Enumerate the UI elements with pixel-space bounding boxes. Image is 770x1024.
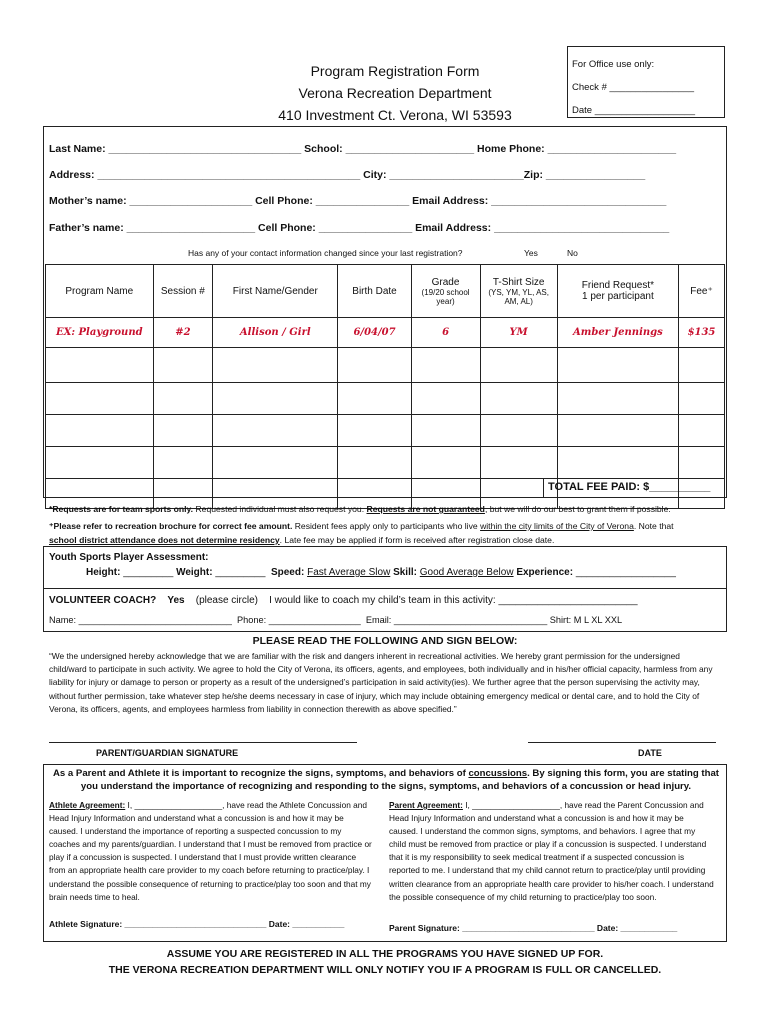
volunteer-activity-field[interactable]: _________________________ xyxy=(498,595,638,606)
city-field[interactable]: _______________________ xyxy=(389,169,524,181)
mother-cell-label: Cell Phone: xyxy=(255,195,313,207)
date-line[interactable] xyxy=(528,742,716,743)
department-name: Verona Recreation Department xyxy=(298,85,492,101)
table-cell[interactable] xyxy=(338,447,411,479)
address-field[interactable]: _____________________________________________ xyxy=(97,169,361,181)
table-cell[interactable] xyxy=(411,348,480,383)
example-first-name: Allison / Girl xyxy=(213,318,338,348)
department-address: 410 Investment Ct. Verona, WI 53593 xyxy=(278,107,512,123)
note-requests-text2: , but we will do our best to grant them if possible. xyxy=(484,504,671,514)
note-requests xyxy=(49,502,729,517)
table-cell[interactable] xyxy=(153,383,213,415)
table-row xyxy=(46,415,725,447)
footer-line-2: THE VERONA RECREATION DEPARTMENT WILL ONLY NOTIFY YOU IF A PROGRAM IS FULL OR CANCELLED. xyxy=(108,964,662,976)
experience-field[interactable]: __________________ xyxy=(575,567,676,578)
table-cell[interactable] xyxy=(213,348,338,383)
volunteer-circle-note: (please circle) xyxy=(195,595,258,606)
office-use-label: For Office use only: xyxy=(572,59,655,70)
father-name-label: Father’s name: xyxy=(49,222,124,234)
tshirt-subheader: (YS, YM, YL, AS, AM, AL) xyxy=(488,287,549,306)
address-label: Address: xyxy=(49,169,95,181)
table-cell[interactable] xyxy=(557,348,678,383)
table-cell[interactable] xyxy=(411,447,480,479)
zip-field[interactable]: _________________ xyxy=(545,169,646,181)
table-cell[interactable] xyxy=(678,415,724,447)
concussion-intro-underline: concussions xyxy=(468,768,528,779)
parent-signature-field[interactable]: Parent Signature: ____________________________ Date: ____________ xyxy=(389,923,678,933)
contact-changed-question: Has any of your contact information changed since your last registration? xyxy=(188,248,463,258)
note-requests-text: Requested individual must also request you. xyxy=(193,504,367,514)
coach-email-field[interactable]: ______________________________ xyxy=(393,615,548,625)
example-birth-date: 6/04/07 xyxy=(338,318,411,348)
contact-changed-yes[interactable]: Yes xyxy=(524,248,538,258)
assessment-title: Youth Sports Player Assessment: xyxy=(49,552,209,563)
friend-subheader: 1 per participant xyxy=(582,291,654,302)
concussion-intro xyxy=(52,767,720,793)
coach-name-field[interactable]: ______________________________ xyxy=(78,615,232,625)
friend-header: Friend Request* xyxy=(581,280,655,291)
mother-name-label: Mother’s name: xyxy=(49,195,127,207)
table-cell[interactable] xyxy=(338,383,411,415)
col-friend-request xyxy=(557,265,678,318)
table-cell[interactable] xyxy=(557,447,678,479)
school-field[interactable]: ______________________ xyxy=(345,143,475,155)
athlete-agreement-text: I, ___________________, have read the Athlete Concussion and Head Injury Information and understand what a concussion is and how it may be caused. I understand the importance of reporting a suspected concussion to my coaches and my parents/guardian. I understand that I must be removed from practice or play if a concussion is suspected. I understand that I must provide written clearance from an appropriate health care provider to my coach before returning to practice/play. I understand the possible consequence of returning to practice/play too soon and that my brain needs time to heal. xyxy=(49,800,372,902)
athlete-agreement xyxy=(49,799,374,904)
table-cell[interactable] xyxy=(678,348,724,383)
office-date-field[interactable]: Date ___________________ xyxy=(572,105,696,116)
note-fees xyxy=(49,519,729,534)
height-field[interactable]: _________ xyxy=(123,567,174,578)
concussion-intro-b: . By signing this form, you are stating that you understand the importance of recognizing and responding to the signs, symptoms, and behaviors of a concussion or head injury. xyxy=(80,768,719,792)
school-label: School: xyxy=(304,143,343,155)
coach-name-label: Name: xyxy=(49,615,77,625)
assessment-row xyxy=(86,567,676,578)
col-fee: Fee⁺ xyxy=(678,265,724,318)
volunteer-row xyxy=(49,595,638,606)
last-name-field[interactable]: _________________________________ xyxy=(108,143,302,155)
city-label: City: xyxy=(363,169,387,181)
table-cell[interactable] xyxy=(46,447,154,479)
home-phone-field[interactable]: ______________________ xyxy=(547,143,677,155)
table-cell[interactable] xyxy=(480,348,557,383)
table-cell[interactable] xyxy=(338,348,411,383)
volunteer-yes[interactable]: Yes xyxy=(167,595,185,606)
example-tshirt: YM xyxy=(480,318,557,348)
table-cell[interactable] xyxy=(153,447,213,479)
table-cell[interactable] xyxy=(411,415,480,447)
table-cell[interactable] xyxy=(557,383,678,415)
parent-agreement-heading: Parent Agreement: xyxy=(389,800,463,810)
mother-email-label: Email Address: xyxy=(412,195,489,207)
contact-row-2 xyxy=(49,169,719,181)
table-cell[interactable] xyxy=(557,415,678,447)
athlete-agreement-heading: Athlete Agreement: xyxy=(49,800,126,810)
father-cell-field[interactable]: ________________ xyxy=(318,222,413,234)
mother-name-field[interactable]: _____________________ xyxy=(129,195,253,207)
office-check-field[interactable]: Check # ________________ xyxy=(572,82,695,93)
form-title: Program Registration Form xyxy=(310,63,480,79)
table-cell[interactable] xyxy=(46,383,154,415)
footer-line-1: ASSUME YOU ARE REGISTERED IN ALL THE PROGRAMS YOU HAVE SIGNED UP FOR. xyxy=(166,948,604,960)
grade-subheader: (19/20 school year) xyxy=(421,287,470,306)
table-header-row xyxy=(46,265,725,318)
parent-agreement-text: I, ___________________, have read the Parent Concussion and Head Injury Information and understand what a concussion is and how it may be caused. I understand the common signs, symptoms, and behaviors. I agree that my child must be removed from practice or play if a concussion is suspected. I understand that it is my responsibility to seek medical treatment if a suspected concussion is reported to me. I understand that my child cannot return to practice/play until providing written clearance from an appropriate health care provider to his/her coach. I understand the possible consequence of my child returning to practice/play too soon. xyxy=(389,800,714,902)
note-requests-bold: *Requests are for team sports only. xyxy=(49,504,194,514)
volunteer-label: VOLUNTEER COACH? xyxy=(49,595,157,606)
table-cell[interactable] xyxy=(678,383,724,415)
experience-label: Experience: xyxy=(516,567,574,578)
example-fee: $135 xyxy=(678,318,724,348)
table-row xyxy=(46,348,725,383)
volunteer-text: I would like to coach my child’s team in this activity: xyxy=(269,595,496,606)
home-phone-label: Home Phone: xyxy=(477,143,545,155)
concussion-intro-a: As a Parent and Athlete it is important to recognize the signs, symptoms, and behaviors of xyxy=(52,768,469,779)
example-program: EX: Playground xyxy=(46,318,154,348)
athlete-signature-field[interactable]: Athlete Signature: ______________________________ Date: ___________ xyxy=(49,919,345,929)
col-grade xyxy=(411,265,480,318)
table-cell[interactable] xyxy=(678,447,724,479)
col-session: Session # xyxy=(153,265,213,318)
father-email-label: Email Address: xyxy=(415,222,492,234)
grade-header: Grade xyxy=(431,276,460,288)
table-cell[interactable] xyxy=(213,415,338,447)
speed-label: Speed: xyxy=(270,567,305,578)
table-cell[interactable] xyxy=(480,415,557,447)
note-residency-underline: school district attendance does not determine residency xyxy=(49,535,280,545)
note-fees-text: Resident fees apply only to participants who live xyxy=(292,521,481,531)
table-cell[interactable] xyxy=(46,415,154,447)
note-fees-bold: ⁺Please refer to recreation brochure for correct fee amount. xyxy=(49,521,293,531)
father-cell-label: Cell Phone: xyxy=(258,222,316,234)
height-label: Height: xyxy=(86,567,121,578)
father-email-field[interactable]: ______________________________ xyxy=(494,222,670,234)
table-cell[interactable] xyxy=(153,348,213,383)
example-friend: Amber Jennings xyxy=(557,318,678,348)
coach-contact-row xyxy=(49,615,622,625)
note-residency-text: . Late fee may be applied if form is received after registration close date. xyxy=(279,535,555,545)
table-row-example xyxy=(46,318,725,348)
table-cell[interactable] xyxy=(213,447,338,479)
assessment-divider xyxy=(43,588,727,589)
mother-cell-field[interactable]: ________________ xyxy=(315,195,410,207)
table-cell[interactable] xyxy=(213,383,338,415)
date-label: DATE xyxy=(638,748,662,758)
skill-label: Skill: xyxy=(393,567,417,578)
total-fee-paid[interactable]: TOTAL FEE PAID: $__________ xyxy=(543,478,725,498)
table-cell[interactable] xyxy=(480,383,557,415)
col-tshirt xyxy=(480,265,557,318)
mother-email-field[interactable]: ______________________________ xyxy=(491,195,667,207)
contact-row-1 xyxy=(49,143,719,155)
program-table xyxy=(45,264,725,509)
table-cell[interactable] xyxy=(153,415,213,447)
last-name-label: Last Name: xyxy=(49,143,106,155)
father-name-field[interactable]: ______________________ xyxy=(126,222,256,234)
col-first-name: First Name/Gender xyxy=(213,265,338,318)
coach-phone-label: Phone: xyxy=(237,615,267,625)
note-fees-text2: . Note that xyxy=(633,521,674,531)
weight-field[interactable]: _________ xyxy=(215,567,266,578)
col-birth-date: Birth Date xyxy=(338,265,411,318)
coach-email-label: Email: xyxy=(365,615,392,625)
parent-signature-label: PARENT/GUARDIAN SIGNATURE xyxy=(96,748,239,758)
col-program-name: Program Name xyxy=(46,265,154,318)
coach-shirt-size[interactable]: Shirt: M L XL XXL xyxy=(549,615,623,625)
waiver-text: “We the undersigned hereby acknowledge that we are familiar with the risk and dangers inherent in recreational activities. We hereby grant permission for the undersigned child/ward to participate in such activity. We agree to hold the City of Verona, its officers, agents, and employees, both individually and in his/her official capacity, harmless from any liability for injury or damage to person or property as a result of the undersigned’s participation in said activity(ies). We further agree that the person supervising the activity may, without further permission, take whatever step he/she deems necessary in case of injury, which may include obtaining emergency medical or dental care, and to hold the City of Verona, its officers, agents, and employees harmless from liability in connection therewith as above specified.” xyxy=(49,651,713,714)
note-fees-underline: within the city limits of the City of Verona xyxy=(480,521,634,531)
speed-options[interactable]: Fast Average Slow xyxy=(307,567,391,578)
table-cell[interactable] xyxy=(46,348,154,383)
contact-row-4 xyxy=(49,222,719,234)
parent-signature-line[interactable] xyxy=(49,742,357,743)
table-row xyxy=(46,447,725,479)
coach-phone-field[interactable]: __________________ xyxy=(268,615,361,625)
tshirt-header: T-Shirt Size xyxy=(492,276,545,288)
table-row xyxy=(46,383,725,415)
example-session: #2 xyxy=(153,318,213,348)
table-cell[interactable] xyxy=(338,415,411,447)
skill-options[interactable]: Good Average Below xyxy=(419,567,514,578)
office-use-box xyxy=(567,46,725,118)
table-cell[interactable] xyxy=(480,447,557,479)
example-grade: 6 xyxy=(411,318,480,348)
waiver-heading: PLEASE READ THE FOLLOWING AND SIGN BELOW: xyxy=(252,635,518,647)
contact-row-3 xyxy=(49,195,719,207)
parent-agreement xyxy=(389,799,714,904)
note-requests-underline: Requests are not guaranteed xyxy=(366,504,485,514)
weight-label: Weight: xyxy=(176,567,213,578)
table-cell[interactable] xyxy=(411,383,480,415)
contact-changed-no[interactable]: No xyxy=(567,248,578,258)
zip-label: Zip: xyxy=(523,169,543,181)
